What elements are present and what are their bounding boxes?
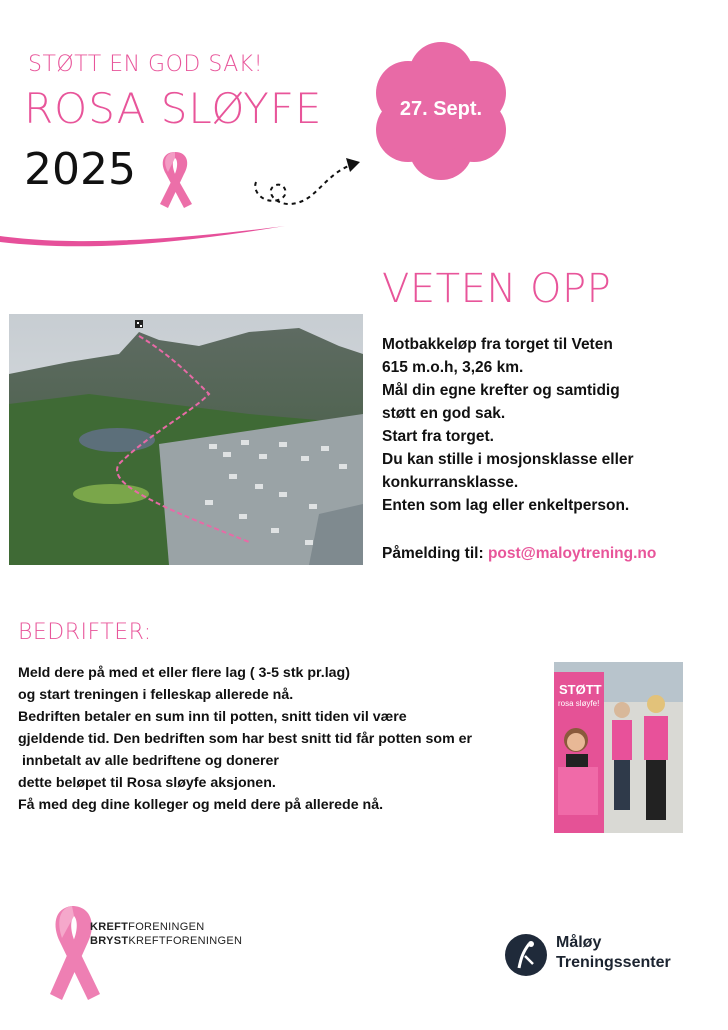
veten-line: Motbakkeløp fra torget til Veten xyxy=(382,336,613,353)
veten-line: Enten som lag eller enkeltperson. xyxy=(382,497,630,514)
veten-line: støtt en god sak. xyxy=(382,405,506,422)
dashed-arrow-decoration xyxy=(248,152,368,214)
veten-line: Start fra torget. xyxy=(382,428,494,445)
pink-ribbon-icon xyxy=(150,148,200,216)
date-badge: 27. Sept. xyxy=(399,98,483,120)
bedrifter-line: Meld dere på med et eller flere lag ( 3-5 stk pr.lag) xyxy=(18,665,350,681)
veten-line: 615 m.o.h, 3,26 km. xyxy=(382,359,524,376)
volunteers-photo xyxy=(554,662,683,833)
maloy-treningssenter-logo-icon xyxy=(505,934,547,976)
section-title-bedrifter: BEDRIFTER: xyxy=(18,620,152,645)
year-text: 2025 xyxy=(24,144,136,195)
maloy-treningssenter-logo-text xyxy=(556,933,671,973)
signup-label: Påmelding til: xyxy=(382,545,484,562)
org-name-rest: FORENINGEN xyxy=(128,921,205,933)
bedrifter-line: dette beløpet til Rosa sløyfe aksjonen. xyxy=(18,775,276,791)
bedrifter-line: Få med deg dine kolleger og meld dere på allerede nå. xyxy=(18,797,384,813)
bedrifter-line: Bedriften betaler en sum inn til potten, snitt tiden vil være xyxy=(18,709,407,725)
gym-name-line: Måløy xyxy=(556,934,602,951)
gym-name-line: Treningssenter xyxy=(556,954,671,971)
sign-text: STØTT xyxy=(559,682,602,697)
pink-swoosh-decoration xyxy=(0,220,290,250)
kicker-text: STØTT EN GOD SAK! xyxy=(28,52,264,77)
veten-line: Du kan stille i mosjonsklasse eller xyxy=(382,451,634,468)
org-name-rest: KREFTFORENINGEN xyxy=(128,935,243,947)
org-name-bold: KREFT xyxy=(90,921,129,933)
section-title-veten: VETEN OPP xyxy=(382,266,612,312)
veten-description xyxy=(382,333,712,517)
sign-text: rosa sløyfe! xyxy=(558,699,600,708)
org-name-bold: BRYST xyxy=(90,935,129,947)
bedrifter-line: innbetalt av alle bedriftene og donerer xyxy=(18,753,279,769)
bedrifter-line: gjeldende tid. Den bedriften som har best snitt tid får potten som er xyxy=(18,731,473,747)
kreftforeningen-ribbon-icon xyxy=(42,902,112,1006)
aerial-mountain-photo xyxy=(9,314,363,565)
page-title: ROSA SLØYFE xyxy=(24,84,323,133)
veten-line: konkurransklasse. xyxy=(382,474,519,491)
signup-line xyxy=(382,545,656,563)
kreftforeningen-logo-text xyxy=(90,920,242,948)
signup-email-link[interactable]: post@maloytrening.no xyxy=(487,545,657,562)
bedrifter-description xyxy=(18,662,538,816)
bedrifter-line: og start treningen i felleskap allerede nå. xyxy=(18,687,294,703)
veten-line: Mål din egne krefter og samtidig xyxy=(382,382,620,399)
